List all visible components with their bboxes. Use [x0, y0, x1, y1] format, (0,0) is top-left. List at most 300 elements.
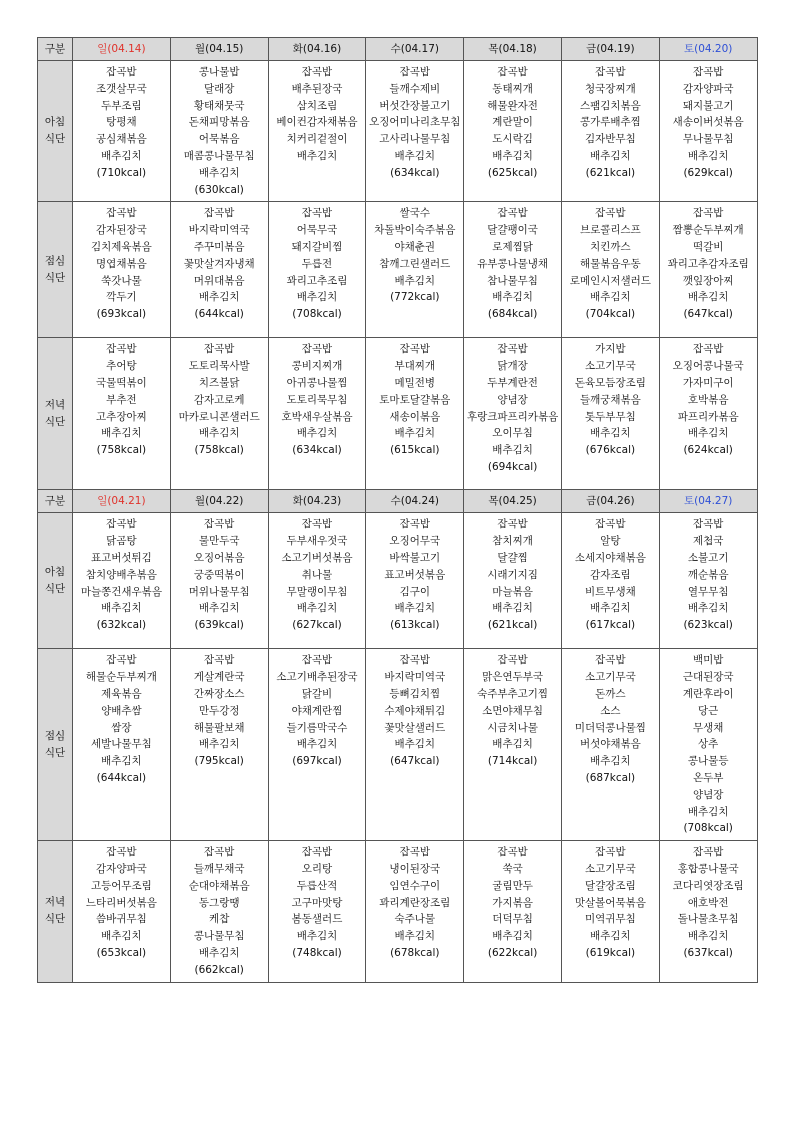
menu-cell — [73, 841, 171, 982]
dish-item: 배추김치 — [394, 149, 436, 162]
dish-item: 잡곡밥 — [692, 207, 724, 220]
menu-cell — [170, 338, 268, 490]
dish-item: 굴림만두 — [492, 879, 533, 892]
dish-item: 호박볶음 — [687, 393, 729, 406]
calorie-value: (622kcal) — [487, 946, 538, 959]
menu-cell — [268, 841, 366, 982]
dish-item: 들깨궁채볶음 — [579, 393, 641, 406]
dish-item: 야채계란찜 — [291, 704, 343, 717]
day-header: 화(04.23) — [268, 490, 366, 513]
meal-label: 점심 식단 — [38, 649, 73, 841]
dish-item: 추어탕 — [106, 360, 137, 373]
dish-item: 배추김치 — [492, 291, 533, 304]
dish-item: 배추김치 — [101, 755, 142, 768]
dish-item: 소고기버섯볶음 — [281, 551, 353, 564]
dish-item: 해물볶음우동 — [579, 257, 641, 270]
dish-item: 참나물무침 — [487, 274, 538, 287]
dish-item: 깻잎장아찌 — [682, 274, 734, 287]
dish-item: 꽈리계란장조림 — [379, 896, 451, 909]
calorie-value: (662kcal) — [194, 963, 244, 976]
dish-item: 호박새우살볶음 — [281, 410, 353, 423]
dish-item: 잡곡밥 — [497, 343, 528, 356]
meal-label: 아침 식단 — [38, 513, 73, 649]
dish-item: 시래기지짐 — [487, 568, 538, 581]
calorie-value: (704kcal) — [585, 308, 636, 321]
dish-item: 소고기무국 — [585, 671, 636, 684]
dish-item: 잡곡밥 — [301, 654, 333, 667]
dish-item: 닭개장 — [497, 360, 528, 373]
dish-item: 돈까스 — [595, 687, 626, 700]
calorie-value: (710kcal) — [96, 166, 147, 179]
dish-item: 배추김치 — [394, 427, 436, 440]
menu-cell — [170, 61, 268, 202]
calorie-value: (639kcal) — [194, 619, 244, 632]
calorie-value: (684kcal) — [487, 308, 538, 321]
dish-item: 배추김치 — [198, 291, 240, 304]
dish-item: 달걀팽이국 — [487, 224, 538, 237]
dish-item: 콩나물등 — [687, 755, 729, 768]
dish-item: 배추김치 — [590, 755, 631, 768]
menu-cell — [366, 841, 464, 982]
dish-item: 콩나물밥 — [198, 66, 240, 78]
dish-item: 돈육모듬장조림 — [574, 376, 646, 389]
meal-row — [38, 513, 758, 649]
dish-item: 두릅전 — [301, 257, 333, 270]
dish-item: 홍합콩나물국 — [677, 862, 739, 875]
day-header: 금(04.19) — [561, 38, 659, 61]
dish-item: 잡곡밥 — [203, 654, 235, 667]
dish-item: 바싹불고기 — [389, 551, 441, 564]
dish-item: 잡곡밥 — [301, 66, 333, 78]
dish-item: 잡곡밥 — [595, 518, 626, 531]
week-header-row — [38, 490, 758, 513]
dish-item: 잡곡밥 — [106, 343, 137, 356]
corner-label: 구분 — [38, 490, 73, 513]
dish-item: 어묵볶음 — [198, 133, 240, 146]
menu-cell — [561, 202, 659, 338]
dish-item: 잡곡밥 — [595, 846, 626, 859]
dish-item: 탕평채 — [106, 116, 137, 129]
dish-item: 배추김치 — [394, 738, 436, 751]
dish-item: 파프리카볶음 — [677, 410, 739, 423]
dish-item: 간짜장소스 — [193, 687, 245, 700]
dish-item: 꽃맛살샐러드 — [384, 721, 446, 734]
dish-item: 참깨그린샐러드 — [379, 257, 451, 270]
dish-item: 잡곡밥 — [106, 654, 137, 667]
dish-item: 배추김치 — [101, 149, 142, 162]
day-header: 일(04.21) — [73, 490, 171, 513]
meal-row — [38, 202, 758, 338]
dish-item: 배추김치 — [492, 738, 533, 751]
dish-item: 잡곡밥 — [203, 518, 235, 531]
dish-item: 스팸김치볶음 — [579, 99, 641, 112]
menu-cell — [659, 649, 757, 841]
dish-item: 배추김치 — [492, 930, 533, 943]
dish-item: 치킨까스 — [590, 240, 631, 253]
dish-item: 오리탕 — [301, 862, 333, 875]
dish-item: 쌀국수 — [399, 207, 430, 220]
menu-cell — [464, 338, 562, 490]
day-header: 토(04.20) — [659, 38, 757, 61]
calorie-value: (653kcal) — [96, 946, 147, 959]
dish-item: 고구마맛탕 — [291, 896, 343, 909]
dish-item: 배추김치 — [198, 738, 240, 751]
dish-item: 가자미구이 — [682, 376, 734, 389]
calorie-value: (625kcal) — [487, 166, 538, 179]
menu-cell — [659, 61, 757, 202]
dish-item: 해물순두부찌개 — [85, 671, 157, 684]
dish-item: 도시락김 — [492, 133, 533, 146]
dish-item: 깍두기 — [106, 291, 137, 304]
menu-cell — [170, 649, 268, 841]
dish-item: 배추김치 — [296, 602, 338, 615]
dish-item: 무말랭이무침 — [286, 585, 348, 598]
dish-item: 온두부 — [692, 771, 724, 784]
meal-label: 점심 식단 — [38, 202, 73, 338]
dish-item: 소세지야채볶음 — [574, 551, 646, 564]
dish-item: 아귀콩나물찜 — [286, 376, 348, 389]
dish-item: 제육볶음 — [101, 687, 142, 700]
calorie-value: (758kcal) — [96, 444, 147, 457]
dish-item: 잡곡밥 — [106, 846, 137, 859]
dish-item: 들기름막국수 — [286, 721, 348, 734]
dish-item: 오징어콩나물국 — [672, 360, 744, 373]
menu-cell — [464, 61, 562, 202]
dish-item: 배추김치 — [198, 602, 240, 615]
dish-item: 김구이 — [399, 585, 430, 598]
dish-item: 소고기무국 — [585, 862, 636, 875]
calorie-value: (629kcal) — [683, 166, 733, 179]
dish-item: 잡곡밥 — [106, 66, 137, 78]
dish-item: 가지볶음 — [492, 896, 533, 909]
dish-item: 차돌박이숙주볶음 — [374, 224, 456, 237]
dish-item: 소스 — [600, 704, 621, 717]
dish-item: 마늘쫑건새우볶음 — [80, 585, 162, 598]
calorie-value: (613kcal) — [390, 619, 440, 632]
corner-label: 구분 — [38, 38, 73, 61]
dish-item: 삼치조림 — [296, 99, 338, 112]
dish-item: 임연수구이 — [389, 879, 441, 892]
dish-item: 잡곡밥 — [497, 207, 528, 220]
dish-item: 버섯간장불고기 — [379, 99, 451, 112]
dish-item: 도토리묵사발 — [188, 360, 250, 373]
calorie-value: (637kcal) — [683, 946, 733, 959]
dish-item: 배추김치 — [687, 291, 729, 304]
dish-item: 잡곡밥 — [692, 66, 724, 78]
dish-item: 잡곡밥 — [399, 343, 430, 356]
dish-item: 잡곡밥 — [399, 518, 430, 531]
meal-row — [38, 338, 758, 490]
dish-item: 배추김치 — [101, 602, 142, 615]
dish-item: 치즈불닭 — [198, 376, 240, 389]
dish-item: 잡곡밥 — [106, 518, 137, 531]
calorie-value: (647kcal) — [683, 308, 733, 321]
dish-item: 당근 — [698, 704, 719, 717]
menu-cell — [170, 513, 268, 649]
menu-cell — [464, 513, 562, 649]
menu-cell — [73, 202, 171, 338]
dish-item: 궁중떡볶이 — [193, 568, 245, 581]
dish-item: 치커리겉절이 — [286, 133, 348, 146]
menu-cell — [464, 649, 562, 841]
day-header: 토(04.27) — [659, 490, 757, 513]
dish-item: 김자반무침 — [585, 133, 636, 146]
dish-item: 고추장아찌 — [96, 410, 147, 423]
calorie-value: (795kcal) — [194, 755, 244, 768]
dish-item: 두부새우젓국 — [286, 535, 348, 548]
dish-item: 수제야채튀김 — [384, 704, 446, 717]
dish-item: 잡곡밥 — [301, 207, 333, 220]
dish-item: 씀바귀무침 — [96, 913, 147, 926]
menu-cell — [366, 61, 464, 202]
meal-row — [38, 649, 758, 841]
calorie-value: (708kcal) — [292, 308, 342, 321]
calorie-value: (708kcal) — [683, 822, 733, 835]
dish-item: 동태찌개 — [492, 82, 533, 95]
dish-item: 잡곡밥 — [301, 343, 333, 356]
dish-item: 잡곡밥 — [595, 207, 626, 220]
dish-item: 야채춘권 — [394, 240, 436, 253]
dish-item: 해물팔보채 — [193, 721, 245, 734]
dish-item: 로메인시저샐러드 — [569, 274, 651, 287]
dish-item: 미더덕콩나물찜 — [574, 721, 646, 734]
dish-item: 꽈리고추감자조림 — [667, 257, 749, 270]
calorie-value: (617kcal) — [585, 619, 636, 632]
weekly-meal-table — [37, 37, 758, 983]
calorie-value: (630kcal) — [194, 183, 244, 196]
day-header: 월(04.22) — [170, 490, 268, 513]
dish-item: 소고기배추된장국 — [276, 671, 358, 684]
dish-item: 가지밥 — [595, 343, 626, 356]
dish-item: 더덕무침 — [492, 913, 533, 926]
dish-item: 메밀전병 — [394, 376, 436, 389]
calorie-value: (632kcal) — [96, 619, 147, 632]
dish-item: 소면야채무침 — [482, 704, 544, 717]
menu-cell — [561, 649, 659, 841]
week-header-row — [38, 38, 758, 61]
calorie-value: (676kcal) — [585, 444, 636, 457]
calorie-value: (758kcal) — [194, 444, 244, 457]
dish-item: 배추김치 — [492, 444, 533, 457]
dish-item: 마늘볶음 — [492, 585, 533, 598]
dish-item: 매콤콩나물무침 — [183, 149, 255, 162]
dish-item: 꽈리고추조림 — [286, 274, 348, 287]
calorie-value: (621kcal) — [487, 619, 538, 632]
dish-item: 봄동샐러드 — [291, 913, 343, 926]
meal-row — [38, 841, 758, 982]
dish-item: 감자양파국 — [96, 862, 147, 875]
dish-item: 양념장 — [497, 393, 528, 406]
dish-item: 잡곡밥 — [692, 518, 724, 531]
dish-item: 도토리묵무침 — [286, 393, 348, 406]
dish-item: 배추김치 — [198, 427, 240, 440]
dish-item: 근대된장국 — [682, 671, 734, 684]
calorie-value: (623kcal) — [683, 619, 733, 632]
dish-item: 배추김치 — [687, 149, 729, 162]
dish-item: 닭갈비 — [301, 687, 333, 700]
dish-item: 잡곡밥 — [399, 654, 430, 667]
calorie-value: (748kcal) — [292, 946, 342, 959]
dish-item: 물만두국 — [198, 535, 240, 548]
dish-item: 표고버섯볶음 — [384, 568, 446, 581]
dish-item: 고등어무조림 — [90, 879, 152, 892]
dish-item: 배추김치 — [590, 427, 631, 440]
dish-item: 케찹 — [209, 913, 230, 926]
dish-item: 부대찌개 — [394, 360, 436, 373]
menu-cell — [170, 841, 268, 982]
dish-item: 감자조림 — [590, 568, 631, 581]
dish-item: 배추김치 — [687, 805, 729, 818]
dish-item: 냉이된장국 — [389, 862, 441, 875]
dish-item: 세발나물무침 — [90, 738, 152, 751]
day-header: 일(04.14) — [73, 38, 171, 61]
dish-item: 잡곡밥 — [203, 207, 235, 220]
menu-cell — [73, 649, 171, 841]
calorie-value: (621kcal) — [585, 166, 636, 179]
dish-item: 배추김치 — [590, 149, 631, 162]
dish-item: 배추김치 — [492, 149, 533, 162]
dish-item: 깨순볶음 — [687, 568, 729, 581]
dish-item: 맑은연두부국 — [482, 671, 544, 684]
calorie-value: (627kcal) — [292, 619, 342, 632]
dish-item: 잡곡밥 — [692, 846, 724, 859]
dish-item: 들깨무채국 — [193, 862, 245, 875]
dish-item: 미역귀무침 — [585, 913, 636, 926]
day-header: 수(04.17) — [366, 38, 464, 61]
dish-item: 머위대볶음 — [193, 274, 245, 287]
dish-item: 만두강정 — [198, 704, 240, 717]
menu-cell — [561, 841, 659, 982]
day-header: 월(04.15) — [170, 38, 268, 61]
dish-item: 머위나물무침 — [188, 585, 250, 598]
day-header: 금(04.26) — [561, 490, 659, 513]
calorie-value: (647kcal) — [390, 755, 440, 768]
meal-row — [38, 61, 758, 202]
dish-item: 배추김치 — [296, 427, 338, 440]
dish-item: 배추김치 — [687, 427, 729, 440]
dish-item: 감자된장국 — [96, 224, 147, 237]
dish-item: 오징어무국 — [389, 535, 441, 548]
dish-item: 바지락미역국 — [188, 224, 250, 237]
dish-item: 콩비지찌개 — [291, 360, 343, 373]
dish-item: 새송이볶음 — [389, 410, 441, 423]
dish-item: 닭곰탕 — [106, 535, 137, 548]
dish-item: 어묵무국 — [296, 224, 338, 237]
dish-item: 배추김치 — [296, 930, 338, 943]
dish-item: 잡곡밥 — [692, 343, 724, 356]
dish-item: 돼지갈비찜 — [291, 240, 343, 253]
dish-item: 배추김치 — [101, 930, 142, 943]
meal-label: 저녁 식단 — [38, 841, 73, 982]
dish-item: 두부계란전 — [487, 376, 538, 389]
menu-cell — [73, 338, 171, 490]
dish-item: 배추김치 — [394, 274, 436, 287]
dish-item: 후랑크파프리카볶음 — [466, 410, 559, 423]
dish-item: 잡곡밥 — [497, 66, 528, 78]
dish-item: 오징어볶음 — [193, 551, 245, 564]
menu-cell — [268, 338, 366, 490]
calorie-value: (772kcal) — [390, 291, 440, 304]
dish-item: 애호박전 — [687, 896, 729, 909]
dish-item: 브로콜리스프 — [579, 224, 641, 237]
dish-item: 유부콩나물냉채 — [477, 257, 549, 270]
dish-item: 양배추쌈 — [101, 704, 142, 717]
dish-item: 표고버섯튀김 — [90, 551, 152, 564]
calorie-value: (694kcal) — [487, 460, 538, 473]
dish-item: 숙주나물 — [394, 913, 436, 926]
dish-item: 짬뽕순두부찌개 — [672, 224, 744, 237]
dish-item: 새송이버섯볶음 — [672, 116, 744, 129]
dish-item: 계란후라이 — [682, 687, 734, 700]
menu-cell — [561, 338, 659, 490]
calorie-value: (644kcal) — [194, 308, 244, 321]
dish-item: 게살계란국 — [193, 671, 245, 684]
dish-item: 배추김치 — [296, 291, 338, 304]
menu-cell — [464, 841, 562, 982]
dish-item: 열무무침 — [687, 585, 729, 598]
dish-item: 순대야채볶음 — [188, 879, 250, 892]
calorie-value: (615kcal) — [390, 444, 440, 457]
dish-item: 감자고로케 — [193, 393, 245, 406]
menu-cell — [170, 202, 268, 338]
dish-item: 코다리엿장조림 — [672, 879, 744, 892]
menu-cell — [659, 513, 757, 649]
dish-item: 알탕 — [600, 535, 621, 548]
dish-item: 달래장 — [203, 82, 235, 95]
dish-item: 무생채 — [692, 721, 724, 734]
dish-item: 잡곡밥 — [595, 654, 626, 667]
dish-item: 배추김치 — [590, 930, 631, 943]
calorie-value: (678kcal) — [390, 946, 440, 959]
menu-cell — [561, 61, 659, 202]
calorie-value: (624kcal) — [683, 444, 733, 457]
dish-item: 잡곡밥 — [497, 654, 528, 667]
dish-item: 주꾸미볶음 — [193, 240, 245, 253]
dish-item: 배추김치 — [590, 602, 631, 615]
dish-item: 잡곡밥 — [497, 846, 528, 859]
dish-item: 등뼈김치찜 — [389, 687, 441, 700]
menu-cell — [73, 513, 171, 649]
dish-item: 배추김치 — [296, 738, 338, 751]
calorie-value: (634kcal) — [292, 444, 342, 457]
calorie-value: (634kcal) — [390, 166, 440, 179]
dish-item: 배추김치 — [394, 930, 436, 943]
dish-item: 쑥국 — [502, 862, 523, 875]
dish-item: 취나물 — [301, 568, 333, 581]
dish-item: 떡갈비 — [692, 240, 724, 253]
menu-cell — [268, 513, 366, 649]
dish-item: 쑥갓나물 — [101, 274, 142, 287]
menu-cell — [268, 202, 366, 338]
dish-item: 배추김치 — [687, 602, 729, 615]
dish-item: 배추김치 — [590, 291, 631, 304]
menu-cell — [366, 338, 464, 490]
dish-item: 배추김치 — [198, 946, 240, 959]
dish-item: 로제찜닭 — [492, 240, 533, 253]
menu-cell — [366, 202, 464, 338]
dish-item: 잡곡밥 — [301, 846, 333, 859]
dish-item: 잡곡밥 — [399, 846, 430, 859]
menu-cell — [464, 202, 562, 338]
dish-item: 참치찌개 — [492, 535, 533, 548]
dish-item: 청국장찌개 — [585, 82, 636, 95]
meal-label: 아침 식단 — [38, 61, 73, 202]
menu-cell — [561, 513, 659, 649]
dish-item: 달걀찜 — [497, 551, 528, 564]
dish-item: 배추김치 — [296, 149, 338, 162]
dish-item: 감자양파국 — [682, 82, 734, 95]
dish-item: 부추전 — [106, 393, 137, 406]
